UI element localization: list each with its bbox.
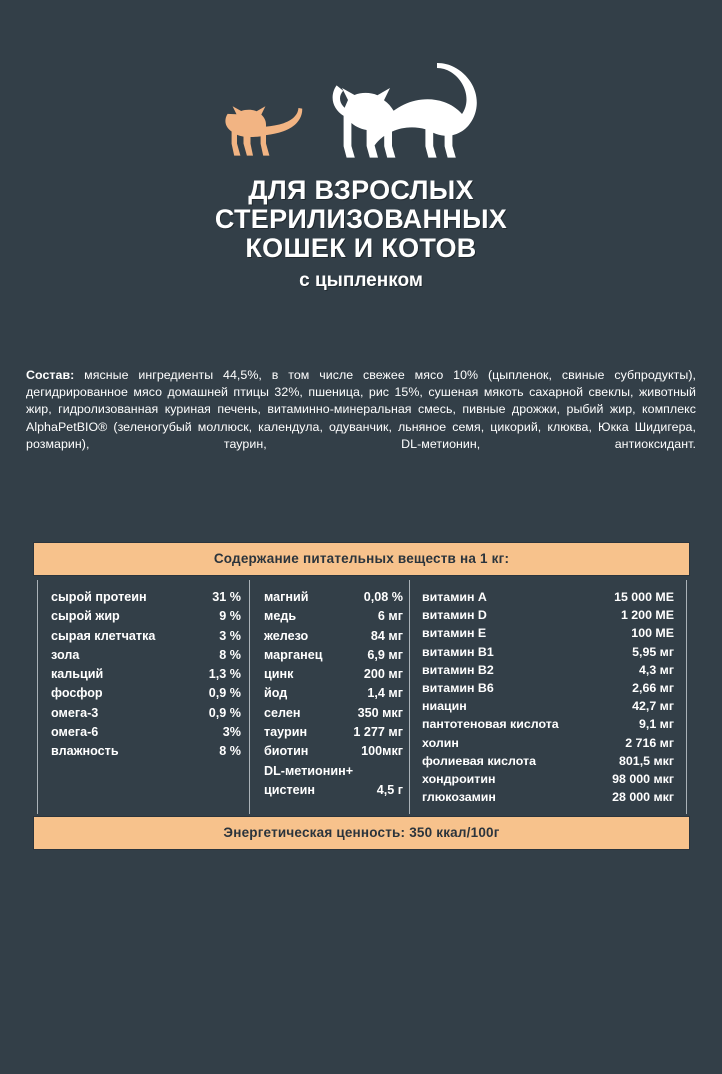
nutrient-row xyxy=(422,734,674,752)
nutrient-value: 0,9 % xyxy=(208,705,241,720)
nutrient-name: пантотеновая кислота xyxy=(422,717,559,732)
nutrient-name: влажность xyxy=(51,744,119,759)
nutrition-columns xyxy=(33,576,690,816)
nutrient-row xyxy=(51,607,241,626)
cat-silhouettes-group xyxy=(0,62,722,160)
nutrition-header-bar: Содержание питательных веществ на 1 кг: xyxy=(33,542,690,576)
nutrient-value: 200 мг xyxy=(363,667,403,682)
nutrient-value: 0,08 % xyxy=(363,590,403,604)
column-divider-right xyxy=(686,580,687,814)
nutrient-row xyxy=(264,627,403,646)
nutrient-name: селен xyxy=(264,705,301,720)
nutrient-row xyxy=(264,684,403,703)
nutrition-column-analytical-constituents xyxy=(33,588,249,806)
product-subtitle: с цыпленком xyxy=(299,270,423,291)
title-line-3: КОШЕК И КОТОВ xyxy=(245,233,477,263)
nutrient-name: хондроитин xyxy=(422,772,496,787)
nutrient-row xyxy=(51,588,241,607)
nutrient-row xyxy=(264,646,403,665)
nutrient-row xyxy=(422,588,674,606)
adult-cat-silhouette-icon xyxy=(314,62,498,160)
nutrient-value: 9,1 мг xyxy=(639,717,674,732)
nutrient-name: витамин B6 xyxy=(422,681,494,696)
nutrient-name: сырая клетчатка xyxy=(51,628,156,643)
nutrient-row xyxy=(51,742,241,761)
nutrient-row xyxy=(264,588,403,607)
composition-paragraph xyxy=(26,367,696,453)
nutrient-value: 1 200 МЕ xyxy=(620,608,674,623)
nutrient-value: 0,9 % xyxy=(208,686,241,701)
nutrient-name: витамин B1 xyxy=(422,644,494,659)
nutrient-row xyxy=(422,661,674,679)
nutrient-name: омега-3 xyxy=(51,705,99,720)
nutrient-row xyxy=(422,643,674,661)
hero-section xyxy=(0,0,722,292)
title-line-1: ДЛЯ ВЗРОСЛЫХ xyxy=(248,175,474,205)
nutrient-row xyxy=(264,607,403,626)
composition-label: Состав: xyxy=(26,368,75,382)
nutrient-row xyxy=(51,723,241,742)
nutrient-value: 84 мг xyxy=(370,628,403,643)
nutrient-row xyxy=(51,684,241,703)
nutrient-row xyxy=(51,627,241,646)
nutrient-name: фосфор xyxy=(51,686,103,701)
nutrient-row xyxy=(51,665,241,684)
nutrient-value: 28 000 мкг xyxy=(612,790,674,805)
nutrient-value: 42,7 мг xyxy=(632,699,674,714)
nutrient-name: железо xyxy=(264,628,309,643)
nutrient-name: ниацин xyxy=(422,699,467,714)
nutrient-name: глюкозамин xyxy=(422,790,496,805)
nutrient-row xyxy=(422,788,674,806)
nutrient-row xyxy=(264,781,403,800)
nutrient-value: 8 % xyxy=(219,744,241,759)
nutrient-row xyxy=(422,715,674,733)
nutrition-column-vitamins xyxy=(409,588,690,806)
energy-value-bar: Энергетическая ценность: 350 ккал/100г xyxy=(33,816,690,850)
nutrient-name: йод xyxy=(264,686,288,701)
nutrient-name: кальций xyxy=(51,667,104,682)
nutrient-value: 6,9 мг xyxy=(367,647,403,662)
nutrient-name: витамин E xyxy=(422,626,487,641)
nutrient-row xyxy=(264,762,403,781)
nutrient-name: витамин B2 xyxy=(422,662,494,677)
nutrient-value: 1 277 мг xyxy=(353,725,403,740)
nutrient-name: медь xyxy=(264,609,297,624)
nutrient-row xyxy=(422,606,674,624)
title-line-2: СТЕРИЛИЗОВАННЫХ xyxy=(214,204,508,234)
nutrient-value: 8 % xyxy=(219,647,241,662)
nutrient-value: 2 716 мг xyxy=(625,735,674,750)
nutrient-value: 1,3 % xyxy=(208,667,241,682)
nutrient-value: 100мкг xyxy=(361,744,403,759)
nutrient-value: 1,4 мг xyxy=(367,686,403,701)
nutrient-value: 31 % xyxy=(212,590,241,604)
nutrient-name: витамин D xyxy=(422,608,487,623)
nutrient-row xyxy=(422,752,674,770)
nutrient-name: сырой жир xyxy=(51,609,120,624)
nutrient-value: 6 мг xyxy=(377,609,403,624)
nutrient-row xyxy=(51,704,241,723)
nutrient-value: 2,66 мг xyxy=(632,681,674,696)
nutrient-name: цинк xyxy=(264,667,294,682)
nutrient-row xyxy=(422,624,674,642)
nutrient-value: 3 % xyxy=(219,628,241,643)
nutrient-name: сырой протеин xyxy=(51,590,147,604)
nutrient-row xyxy=(51,646,241,665)
column-divider-1 xyxy=(249,580,250,814)
nutrient-name: омега-6 xyxy=(51,725,99,740)
nutrient-value: 350 мкг xyxy=(357,705,403,720)
nutrient-value: 3% xyxy=(222,725,241,740)
nutrient-value: 98 000 мкг xyxy=(612,772,674,787)
nutrient-row xyxy=(264,665,403,684)
nutrient-name: цистеин xyxy=(264,782,316,797)
nutrient-name: магний xyxy=(264,590,309,604)
nutrient-row xyxy=(264,742,403,761)
nutrition-column-minerals xyxy=(249,588,409,806)
nutrient-name: таурин xyxy=(264,725,308,740)
nutrient-row xyxy=(422,770,674,788)
nutrient-name: зола xyxy=(51,647,80,662)
nutrient-row xyxy=(422,697,674,715)
nutrient-value: 4,3 мг xyxy=(639,662,674,677)
nutrient-row xyxy=(264,704,403,723)
nutrient-name: DL-метионин+ xyxy=(264,763,354,778)
nutrient-value: 100 МЕ xyxy=(631,626,674,641)
nutrient-name: витамин A xyxy=(422,590,487,604)
nutrition-panel xyxy=(33,542,690,850)
nutrient-row xyxy=(422,679,674,697)
product-title-block xyxy=(0,176,722,292)
nutrient-value: 801,5 мкг xyxy=(619,753,674,768)
nutrient-name: биотин xyxy=(264,744,309,759)
nutrient-value: 4,5 г xyxy=(376,782,403,797)
nutrient-value: 5,95 мг xyxy=(632,644,674,659)
nutrient-row xyxy=(264,723,403,742)
composition-text: мясные ингредиенты 44,5%, в том числе свежее мясо 10% (цыпленок, свиные субпродукты), дегидрированное мясо домашней птицы 32%, пшеница, рис 15%, сушеная мякоть сахарной свеклы, животный жир, гидролизованная куриная печень, витаминно-минеральная смесь, пивные дрожжи, рыбий жир, комплекс AlphaPetBIO® (зеленогубый моллюск, календула, одуванчик, льняное семя, цикорий, клюква, Юкка Шидигера, розмарин), таурин, DL-метионин, антиоксидант. xyxy=(26,368,696,451)
column-divider-left xyxy=(37,580,38,814)
nutrient-name: фолиевая кислота xyxy=(422,753,536,768)
kitten-silhouette-icon xyxy=(224,102,310,160)
nutrient-name: холин xyxy=(422,735,459,750)
nutrient-value: 9 % xyxy=(219,609,241,624)
column-divider-2 xyxy=(409,580,410,814)
nutrient-name: марганец xyxy=(264,647,323,662)
nutrient-value: 15 000 МЕ xyxy=(614,590,674,604)
